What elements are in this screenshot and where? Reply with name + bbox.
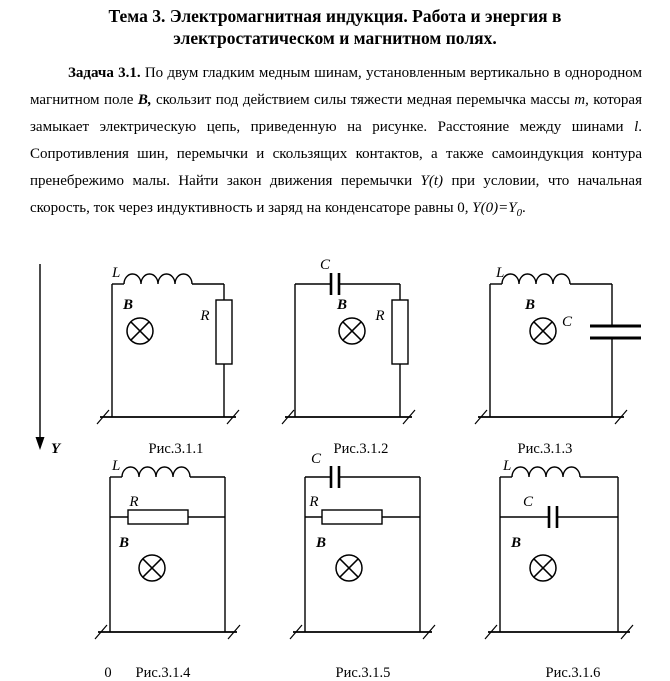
problem-text-run: . Сопротивления шин, перемычки и скользящих контактов, а также самоиндукция контура пренебрежимо малы. Найти закон движения перемычки — [30, 119, 642, 189]
figure-caption: Рис.3.1.6 — [545, 665, 601, 681]
field-into-page-icon — [139, 555, 165, 581]
problem-text-run: , которая замыкает электрическую цепь, приведенную на рисунке. Расстояние между шинами — [30, 92, 642, 135]
capacitor-icon — [590, 326, 641, 338]
capacitor-icon — [549, 506, 557, 528]
figure-caption: Рис.3.1.5 — [335, 665, 391, 681]
field-into-page-icon — [127, 318, 153, 344]
field-into-page-icon — [339, 318, 365, 344]
resistor-icon — [392, 300, 408, 364]
resistor-icon — [322, 510, 382, 524]
problem-text-run: По двум гладким медным шинам, установленным вертикально в однородном магнитном поле — [30, 65, 642, 108]
inductor-icon — [512, 467, 580, 477]
problem-text-run: . — [522, 200, 526, 216]
inductor-icon — [502, 274, 570, 284]
circuit-diagrams-svg — [0, 250, 670, 681]
problem-paragraph — [30, 60, 642, 227]
resistor-label: R — [375, 308, 385, 324]
problem-text-run: Y(t) — [420, 173, 444, 189]
resistor-label: R — [309, 494, 319, 510]
y-axis-arrow — [36, 264, 63, 457]
resistor-label: R — [129, 494, 139, 510]
capacitor-icon — [331, 273, 339, 295]
y-axis-label: Y — [51, 441, 61, 457]
field-label: B — [122, 297, 134, 313]
inductor-label: L — [112, 265, 121, 281]
field-label: B — [510, 535, 522, 551]
resistor-icon — [128, 510, 188, 524]
inductor-icon — [122, 467, 190, 477]
circuit-figure-5 — [290, 451, 435, 681]
figure-caption: Рис.3.1.1 — [148, 441, 204, 457]
inductor-icon — [124, 274, 192, 284]
field-into-page-icon — [336, 555, 362, 581]
origin-label: 0 — [104, 665, 112, 681]
figure-caption: Рис.3.1.3 — [517, 441, 573, 457]
inductor-label: L — [496, 265, 505, 281]
page-title-line1: Тема 3. Электромагнитная индукция. Работа и энергия в — [108, 6, 562, 26]
problem-text-run: m — [574, 92, 586, 108]
page-title — [0, 6, 670, 49]
figure-caption: Рис.3.1.4 — [135, 665, 191, 681]
field-label: B — [118, 535, 130, 551]
problem-text-run: Y(0)=Y — [472, 200, 517, 216]
field-label: B — [315, 535, 327, 551]
circuit-diagrams — [0, 250, 670, 681]
circuit-figure-4 — [95, 458, 240, 681]
figure-caption: Рис.3.1.2 — [333, 441, 389, 457]
problem-text-run: B, — [137, 92, 152, 108]
field-into-page-icon — [530, 555, 556, 581]
circuit-figure-1 — [97, 265, 239, 457]
capacitor-label: C — [311, 451, 322, 467]
problem-text-run: при условии, что начальная скорость, ток через индуктивность и заряд на конденсаторе равны 0, — [30, 173, 642, 216]
arrow-down-icon — [36, 437, 45, 450]
problem-text-run: l — [634, 119, 639, 135]
circuit-figure-6 — [485, 458, 633, 681]
capacitor-icon — [331, 466, 339, 488]
inductor-label: L — [503, 458, 512, 474]
field-into-page-icon — [530, 318, 556, 344]
circuit-figure-2 — [282, 257, 415, 457]
circuit-figure-3 — [475, 265, 641, 457]
inductor-label: L — [112, 458, 121, 474]
problem-text-run: 0 — [516, 207, 522, 219]
field-label: B — [524, 297, 536, 313]
capacitor-label: C — [320, 257, 331, 273]
capacitor-mid-label: C — [522, 494, 534, 510]
problem-text-run: скользит под действием силы тяжести медная перемычка массы — [151, 92, 575, 108]
resistor-icon — [216, 300, 232, 364]
resistor-label: R — [200, 308, 210, 324]
page-title-line2: электростатическом и магнитном полях. — [173, 27, 497, 48]
problem-text-run: Задача 3.1. — [68, 65, 141, 81]
field-label: B — [336, 297, 348, 313]
capacitor-side-label: C — [561, 314, 573, 330]
